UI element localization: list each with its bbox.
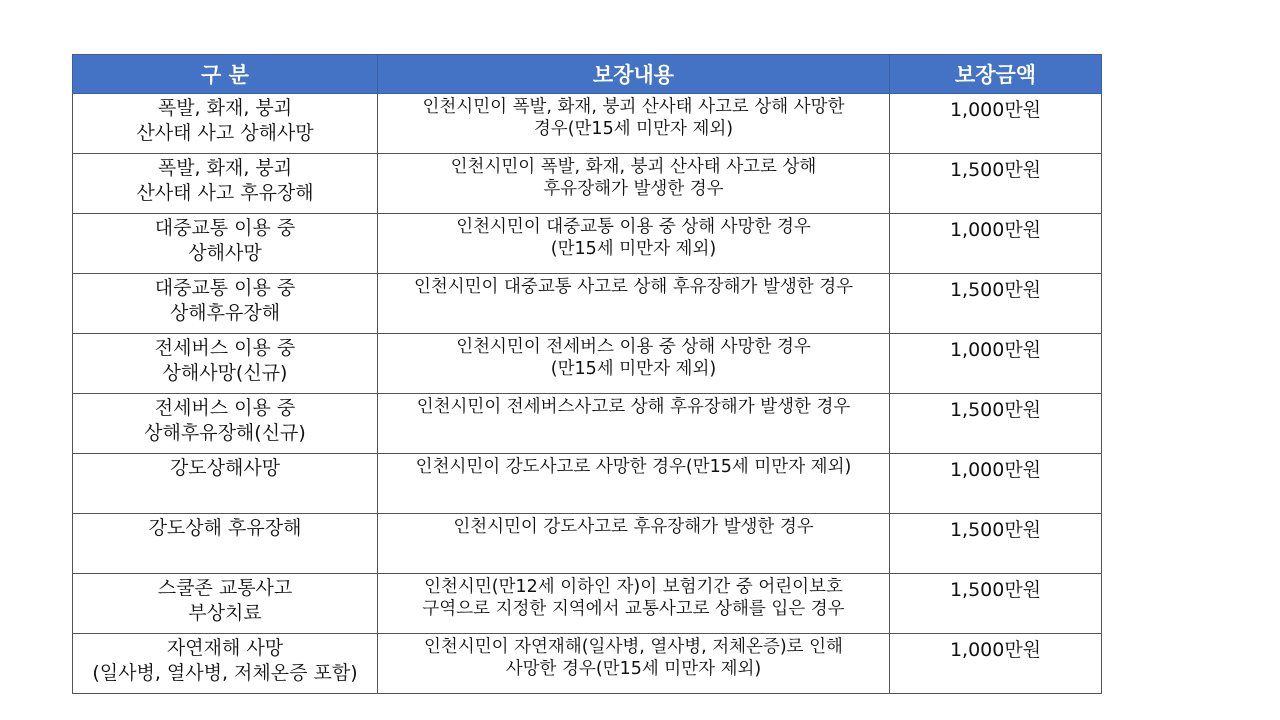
amount-cell — [890, 634, 1102, 694]
category-text: 전세버스 이용 중 상해사망(신규) — [154, 337, 296, 384]
category-text: 자연재해 사망 (일사병, 열사병, 저체온증 포함) — [92, 637, 358, 684]
content-text: 인천시민이 대중교통 이용 중 상해 사망한 경우 (만15세 미만자 제외) — [456, 217, 811, 259]
content-cell — [378, 334, 890, 394]
amount-cell — [890, 334, 1102, 394]
table-row — [73, 514, 1102, 574]
table-header-row — [73, 55, 1102, 94]
table-row — [73, 634, 1102, 694]
content-cell — [378, 514, 890, 574]
category-cell — [73, 574, 378, 634]
table-row — [73, 94, 1102, 154]
category-cell — [73, 274, 378, 334]
content-cell — [378, 634, 890, 694]
content-text: 인천시민이 자연재해(일사병, 열사병, 저체온증)로 인해 사망한 경우(만15세 미만자 제외) — [424, 637, 843, 679]
amount-cell — [890, 454, 1102, 514]
table-row — [73, 574, 1102, 634]
category-text: 스쿨존 교통사고 부상치료 — [157, 577, 293, 624]
amount-cell — [890, 274, 1102, 334]
amount-text: 1,000만원 — [949, 219, 1042, 241]
amount-cell — [890, 574, 1102, 634]
table-row — [73, 394, 1102, 454]
category-text: 대중교통 이용 중 상해사망 — [154, 217, 296, 264]
content-cell — [378, 574, 890, 634]
amount-text: 1,000만원 — [949, 99, 1042, 121]
category-cell — [73, 214, 378, 274]
header-content: 보장내용 — [378, 55, 890, 94]
category-cell — [73, 514, 378, 574]
content-text: 인천시민(만12세 이하인 자)이 보험기간 중 어린이보호 구역으로 지정한 지역에서 교통사고로 상해를 입은 경우 — [422, 577, 845, 619]
amount-text: 1,500만원 — [949, 279, 1042, 301]
amount-cell — [890, 154, 1102, 214]
category-text: 폭발, 화재, 붕괴 산사태 사고 상해사망 — [136, 97, 314, 144]
content-text: 인천시민이 전세버스 이용 중 상해 사망한 경우 (만15세 미만자 제외) — [456, 337, 811, 379]
content-cell — [378, 214, 890, 274]
header-category: 구 분 — [73, 55, 378, 94]
content-cell — [378, 274, 890, 334]
amount-text: 1,500만원 — [949, 519, 1042, 541]
content-cell — [378, 454, 890, 514]
content-cell — [378, 394, 890, 454]
table-row — [73, 454, 1102, 514]
amount-text: 1,500만원 — [949, 159, 1042, 181]
category-cell — [73, 94, 378, 154]
category-text: 폭발, 화재, 붕괴 산사태 사고 후유장해 — [136, 157, 314, 204]
amount-cell — [890, 514, 1102, 574]
amount-text: 1,000만원 — [949, 459, 1042, 481]
amount-text: 1,500만원 — [949, 579, 1042, 601]
content-text: 인천시민이 폭발, 화재, 붕괴 산사태 사고로 상해 사망한 경우(만15세 미만자 제외) — [422, 97, 845, 139]
content-text: 인천시민이 전세버스사고로 상해 후유장해가 발생한 경우 — [416, 397, 851, 417]
category-text: 강도상해사망 — [169, 457, 281, 479]
table-row — [73, 334, 1102, 394]
table-row — [73, 154, 1102, 214]
category-cell — [73, 394, 378, 454]
header-amount: 보장금액 — [890, 55, 1102, 94]
table-row — [73, 214, 1102, 274]
coverage-table — [72, 54, 1102, 694]
category-cell — [73, 634, 378, 694]
amount-text: 1,000만원 — [949, 339, 1042, 361]
content-cell — [378, 154, 890, 214]
content-text: 인천시민이 대중교통 사고로 상해 후유장해가 발생한 경우 — [413, 277, 854, 297]
amount-text: 1,500만원 — [949, 399, 1042, 421]
table-row — [73, 274, 1102, 334]
amount-cell — [890, 94, 1102, 154]
category-cell — [73, 154, 378, 214]
content-text: 인천시민이 강도사고로 사망한 경우(만15세 미만자 제외) — [415, 457, 852, 477]
content-text: 인천시민이 강도사고로 후유장해가 발생한 경우 — [453, 517, 814, 537]
amount-text: 1,000만원 — [949, 639, 1042, 661]
amount-cell — [890, 394, 1102, 454]
table-body — [73, 94, 1102, 694]
amount-cell — [890, 214, 1102, 274]
category-cell — [73, 454, 378, 514]
content-cell — [378, 94, 890, 154]
category-cell — [73, 334, 378, 394]
content-text: 인천시민이 폭발, 화재, 붕괴 산사태 사고로 상해 후유장해가 발생한 경우 — [450, 157, 817, 199]
category-text: 전세버스 이용 중 상해후유장해(신규) — [144, 397, 306, 444]
category-text: 대중교통 이용 중 상해후유장해 — [154, 277, 296, 324]
category-text: 강도상해 후유장해 — [148, 517, 302, 539]
